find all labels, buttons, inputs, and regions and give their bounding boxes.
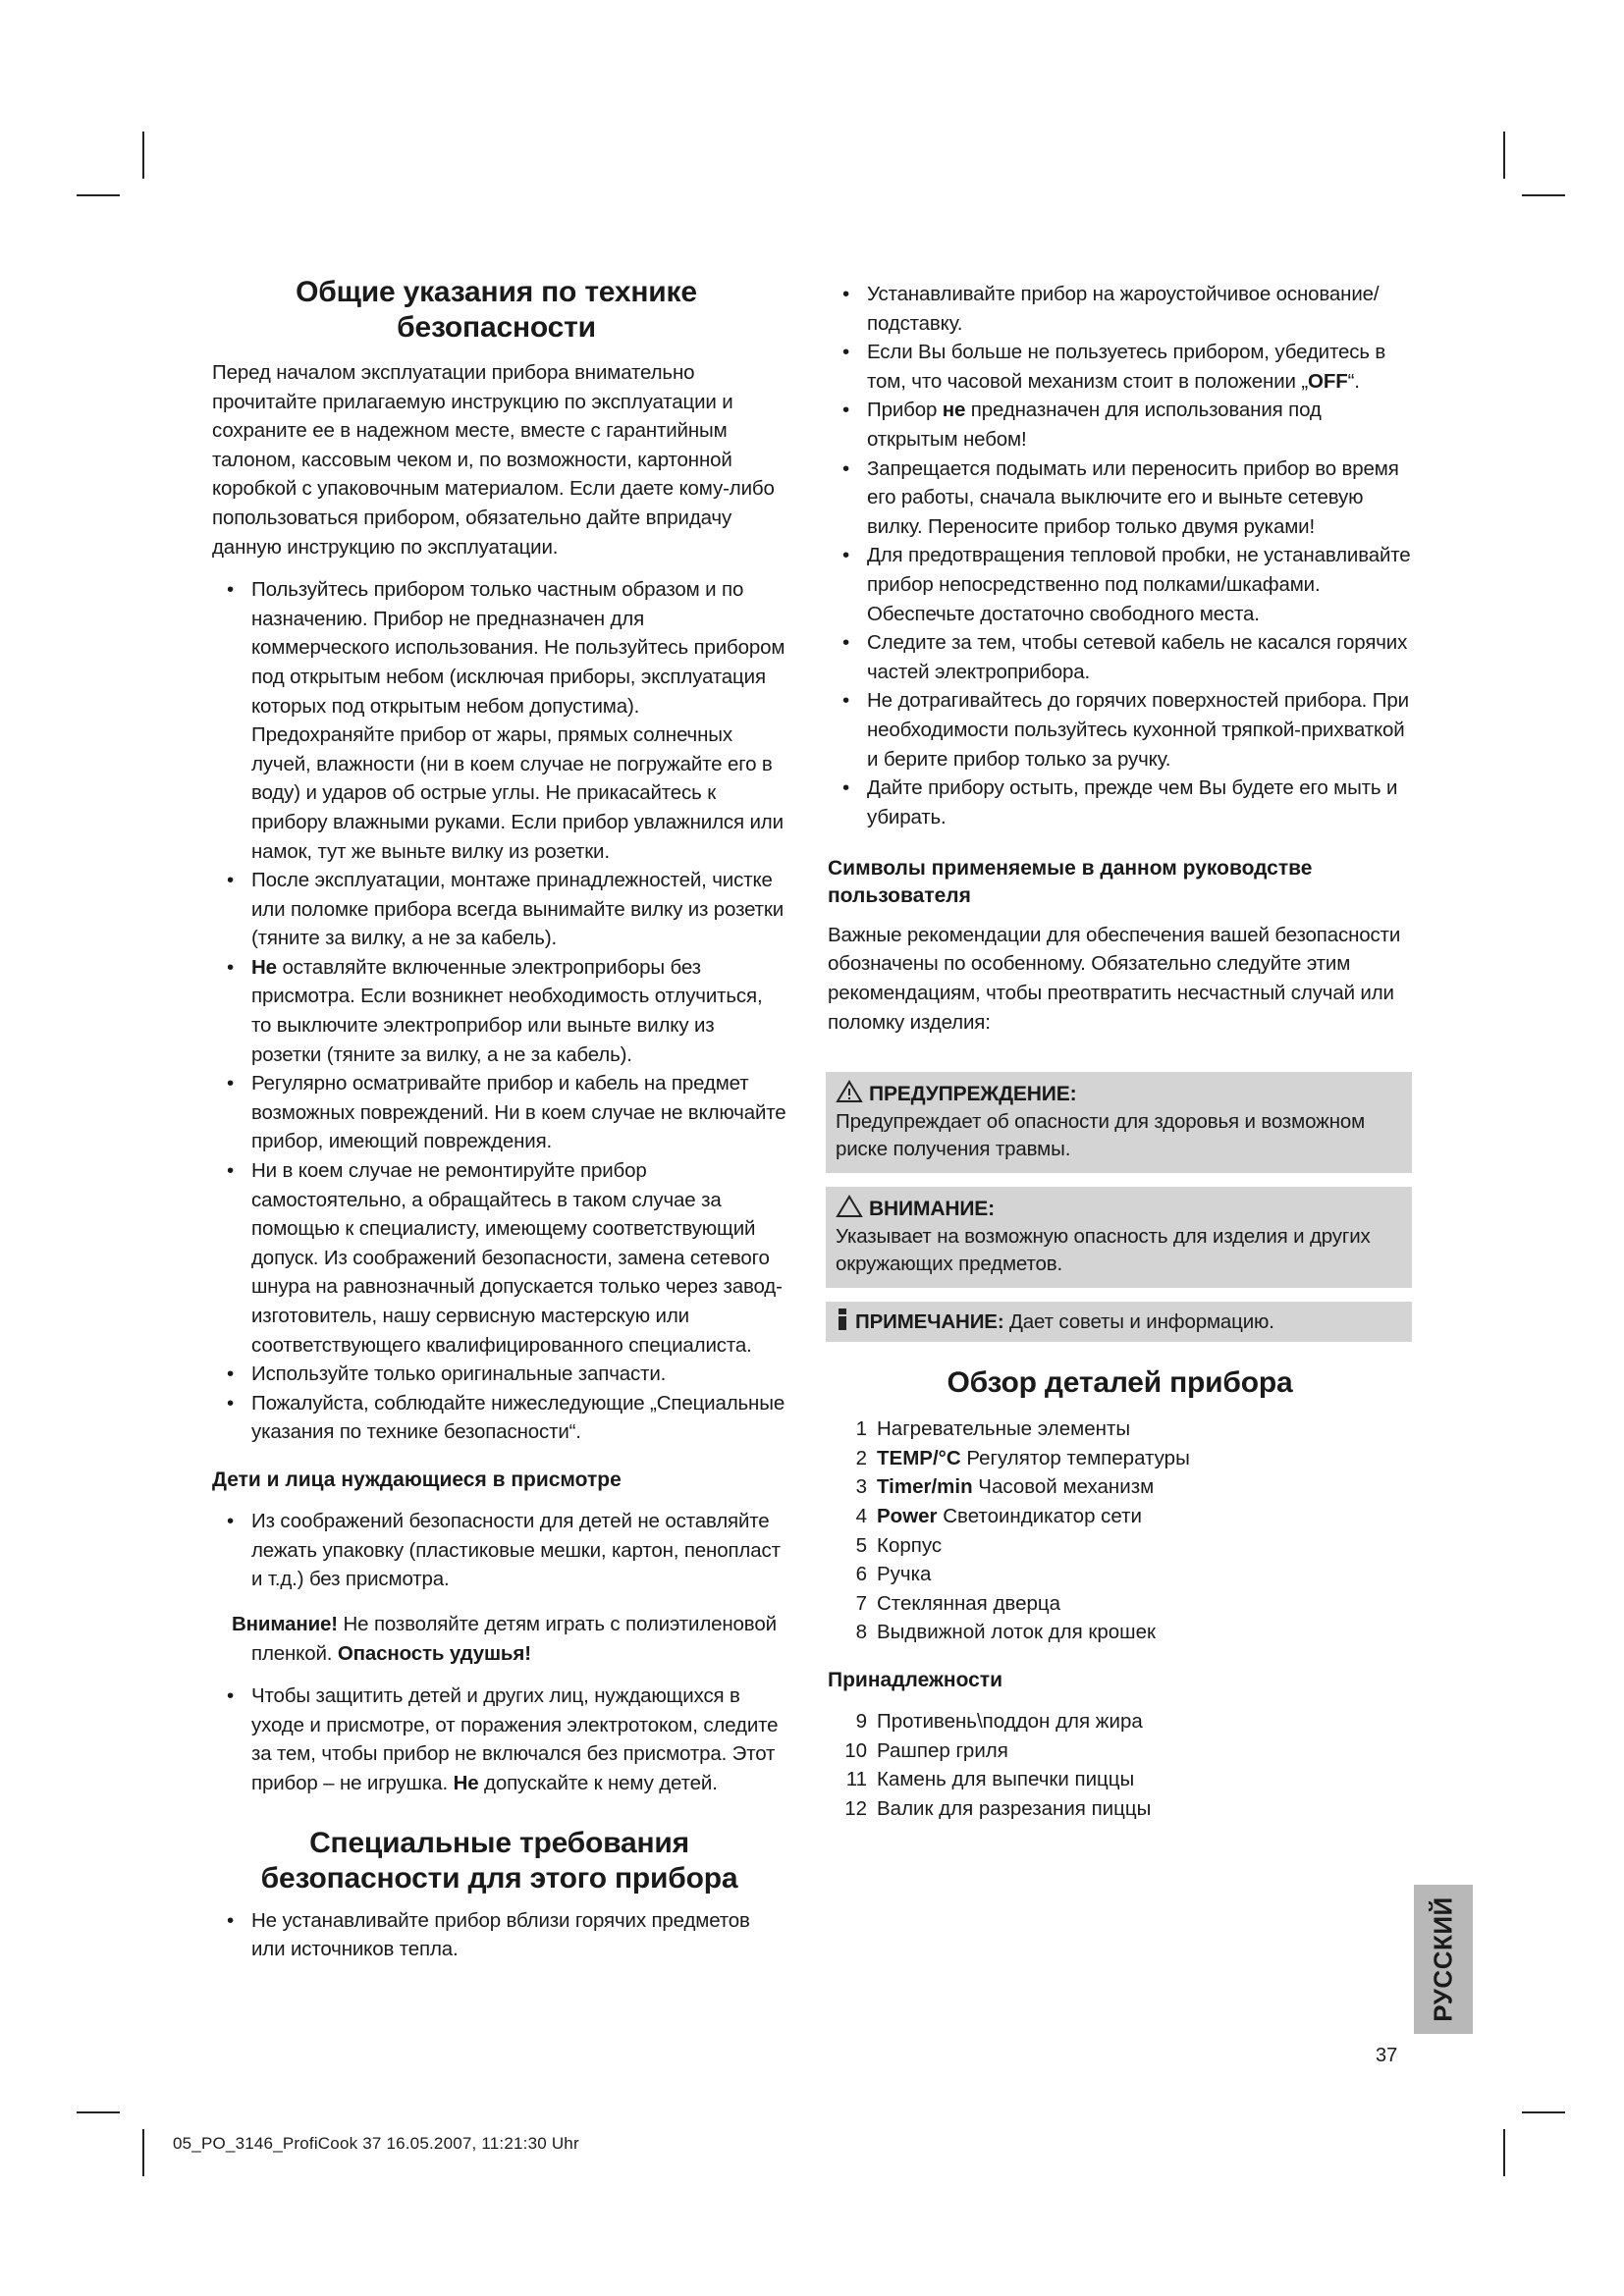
crop-mark (1503, 132, 1505, 179)
crop-mark (1522, 2111, 1565, 2113)
page-number: 37 (1376, 2045, 1398, 2066)
list-item: 7 Стеклянная дверца (855, 1591, 1061, 1615)
list-item: • Запрещается подымать или переносить прибор во время его работы, сначала выключите его и выньте сетевую вилку. Переносите прибор только двумя руками! (842, 456, 1399, 538)
list-item: • Пожалуйста, соблюдайте нижеследующие „Специальные указания по технике безопасности“. (227, 1391, 785, 1444)
list-item: • Ни в коем случае не ремонтируйте прибор самостоятельно, а обращайтесь в таком случае за помощью к специалисту, имеющему соответствующий допуск. Из соображений безопасности, замена сетевого шнура на равнозначный допускается только через завод-изготовитель, нашу сервисную мастерскую или соответствующего квалифицированного специалиста. (227, 1159, 783, 1357)
note-box (826, 1302, 1412, 1342)
list-item: 10 Рашпер гриля (844, 1738, 1008, 1762)
list-item: • Следите за тем, чтобы сетевой кабель не касался горячих частей электроприбора. (842, 631, 1408, 683)
list-item: 12 Валик для разрезания пиццы (844, 1797, 1152, 1821)
list-item: • Прибор не предназначен для использования под открытым небом! (842, 399, 1322, 451)
list-item: • Пользуйтесь прибором только частным образом и по назначению. Прибор не предназначен для коммерческого использования. Не пользуйтесь прибором под открытым небом (исключая приборы, эксплуатация которых под открытым небом допустима). Предохраняйте прибор от жары, прямых солнечных лучей, влажности (ни в коем случае не погружайте его в воду) и ударов об острые углы. Не прикасайтесь к прибору влажными руками. Если прибор увлажнился или намок, тут же выньте вилку из розетки. (227, 578, 785, 863)
crop-mark (1503, 2129, 1505, 2176)
list-item: • Для предотвращения тепловой пробки, не устанавливайте прибор непосредственно под полками/шкафами. Обеспечьте достаточно свободного места. (842, 544, 1411, 625)
crop-mark (142, 132, 144, 179)
safety-list-continued (828, 280, 1412, 831)
accessories-list (828, 1707, 1412, 1823)
print-footer: 05_PO_3146_ProfiCook 37 16.05.2007, 11:21:30 Uhr (173, 2134, 579, 2153)
list-item: • После эксплуатации, монтаже принадлежностей, чистке или поломке прибора всегда вынимайте вилку из розетки (тяните за вилку, а не за кабель). (227, 869, 785, 950)
attention-box (826, 1187, 1412, 1288)
safety-intro: Перед началом эксплуатации прибора внимательно прочитайте прилагаемую инструкцию по эксплуатации и сохраните ее в надежном месте, вместе с гарантийным талоном, кассовым чеком и, по возможности, картонной коробкой с упаковочным материалом. Если даете кому-либо попользоваться прибором, обязательно дайте впридачу данную инструкцию по эксплуатации. (212, 361, 775, 559)
suffocation-warning: Опасность удушья! (337, 1641, 531, 1665)
caution-paragraph: Внимание! Не позволяйте детям играть с полиэтиленовой пленкой. Опасность удушья! (232, 1613, 777, 1665)
list-item: 5 Корпус (855, 1533, 943, 1557)
list-item: 6 Ручка (855, 1563, 932, 1586)
note-text: Дает советы и информацию. (1003, 1310, 1274, 1334)
children-heading: Дети и лица нуждающиеся в присмотре (212, 1468, 622, 1491)
attention-title: ВНИМАНИЕ: (869, 1198, 995, 1221)
list-item: • Регулярно осматривайте прибор и кабель на предмет возможных повреждений. Ни в коем случае не включайте прибор, имеющий повреждения. (227, 1072, 786, 1153)
attention-triangle-icon (836, 1195, 863, 1218)
warning-text: Предупреждает об опасности для здоровья и возможном риске получения травмы. (836, 1110, 1366, 1161)
list-item: • Из соображений безопасности для детей не оставляйте лежать упаковку (пластиковые мешки, картон, пенопласт и т.д.) без присмотра. (227, 1510, 781, 1591)
crop-mark (77, 194, 120, 196)
list-item: • Не оставляйте включенные электроприборы без присмотра. Если возникнет необходимость отлучиться, то выключите электроприбор или выньте вилку из розетки (тяните за вилку, а не за кабель). (227, 955, 763, 1066)
list-item: 1 Нагревательные элементы (855, 1417, 1131, 1441)
list-item: • Не устанавливайте прибор вблизи горячих предметов или источников тепла. (227, 1908, 750, 1961)
list-item: 11 Камень для выпечки пиццы (845, 1768, 1135, 1791)
general-safety-heading: Общие указания по технике безопасности (296, 276, 697, 344)
list-item: 3 Timer/min Часовой механизм (855, 1475, 1155, 1499)
crop-mark (1522, 194, 1565, 196)
list-item: • Дайте прибору остыть, прежде чем Вы будете его мыть и убирать. (842, 776, 1398, 828)
warning-title: ПРЕДУПРЕЖДЕНИЕ: (869, 1083, 1077, 1106)
caution-label: Внимание! (232, 1613, 338, 1636)
list-item: 8 Выдвижной лоток для крошек (855, 1621, 1156, 1644)
crop-mark (142, 2129, 144, 2176)
attention-text: Указывает на возможную опасность для изделия и других окружающих предметов. (836, 1225, 1371, 1276)
crop-mark (77, 2111, 120, 2113)
list-item: • Не дотрагивайтесь до горячих поверхностей прибора. При необходимости пользуйтесь кухонной тряпкой-прихваткой и берите прибор только за ручку. (842, 689, 1409, 771)
left-column (212, 275, 786, 1964)
parts-list (828, 1415, 1412, 1647)
list-item: • Если Вы больше не пользуетесь прибором, убедитесь в том, что часовой механизм стоит в положении „OFF“. (842, 341, 1386, 393)
protect-list (212, 1682, 786, 1797)
language-tab (1414, 1885, 1473, 2034)
symbols-intro: Важные рекомендации для обеспечения вашей безопасности обозначены по особенному. Обязательно следуйте этим рекомендациям, чтобы преотвратить несчастный случай или поломку изделия: (828, 923, 1401, 1034)
list-item: 2 TEMP/°C Регулятор температуры (855, 1446, 1190, 1469)
children-list (212, 1507, 786, 1594)
list-item: 4 Power Светоиндикатор сети (855, 1505, 1142, 1528)
special-safety-heading: Специальные требования безопасности для этого прибора (260, 1826, 738, 1895)
info-icon (836, 1308, 849, 1331)
parts-overview-heading: Обзор деталей прибора (947, 1366, 1293, 1400)
list-item: • Используйте только оригинальные запчасти. (227, 1362, 667, 1386)
right-column (828, 280, 1412, 1824)
warning-box (826, 1072, 1412, 1173)
list-item: • Чтобы защитить детей и других лиц, нуждающихся в уходе и присмотре, от поражения электротоком, следите за тем, чтобы прибор не включался без присмотра. Этот прибор – не игрушка. Не допускайте к нему детей. (227, 1684, 779, 1795)
symbols-heading: Символы применяемые в данном руководстве пользователя (828, 857, 1313, 907)
safety-list (212, 575, 786, 1447)
language-label: РУССКИЙ (1428, 1896, 1458, 2022)
list-item: 9 Противень\поддон для жира (855, 1710, 1143, 1734)
warning-triangle-icon (836, 1080, 863, 1103)
accessories-heading: Принадлежности (828, 1669, 1002, 1691)
note-title: ПРИМЕЧАНИЕ: (855, 1310, 1004, 1334)
special-list (212, 1906, 786, 1964)
list-item: • Устанавливайте прибор на жароустойчивое основание/подставку. (842, 283, 1380, 335)
